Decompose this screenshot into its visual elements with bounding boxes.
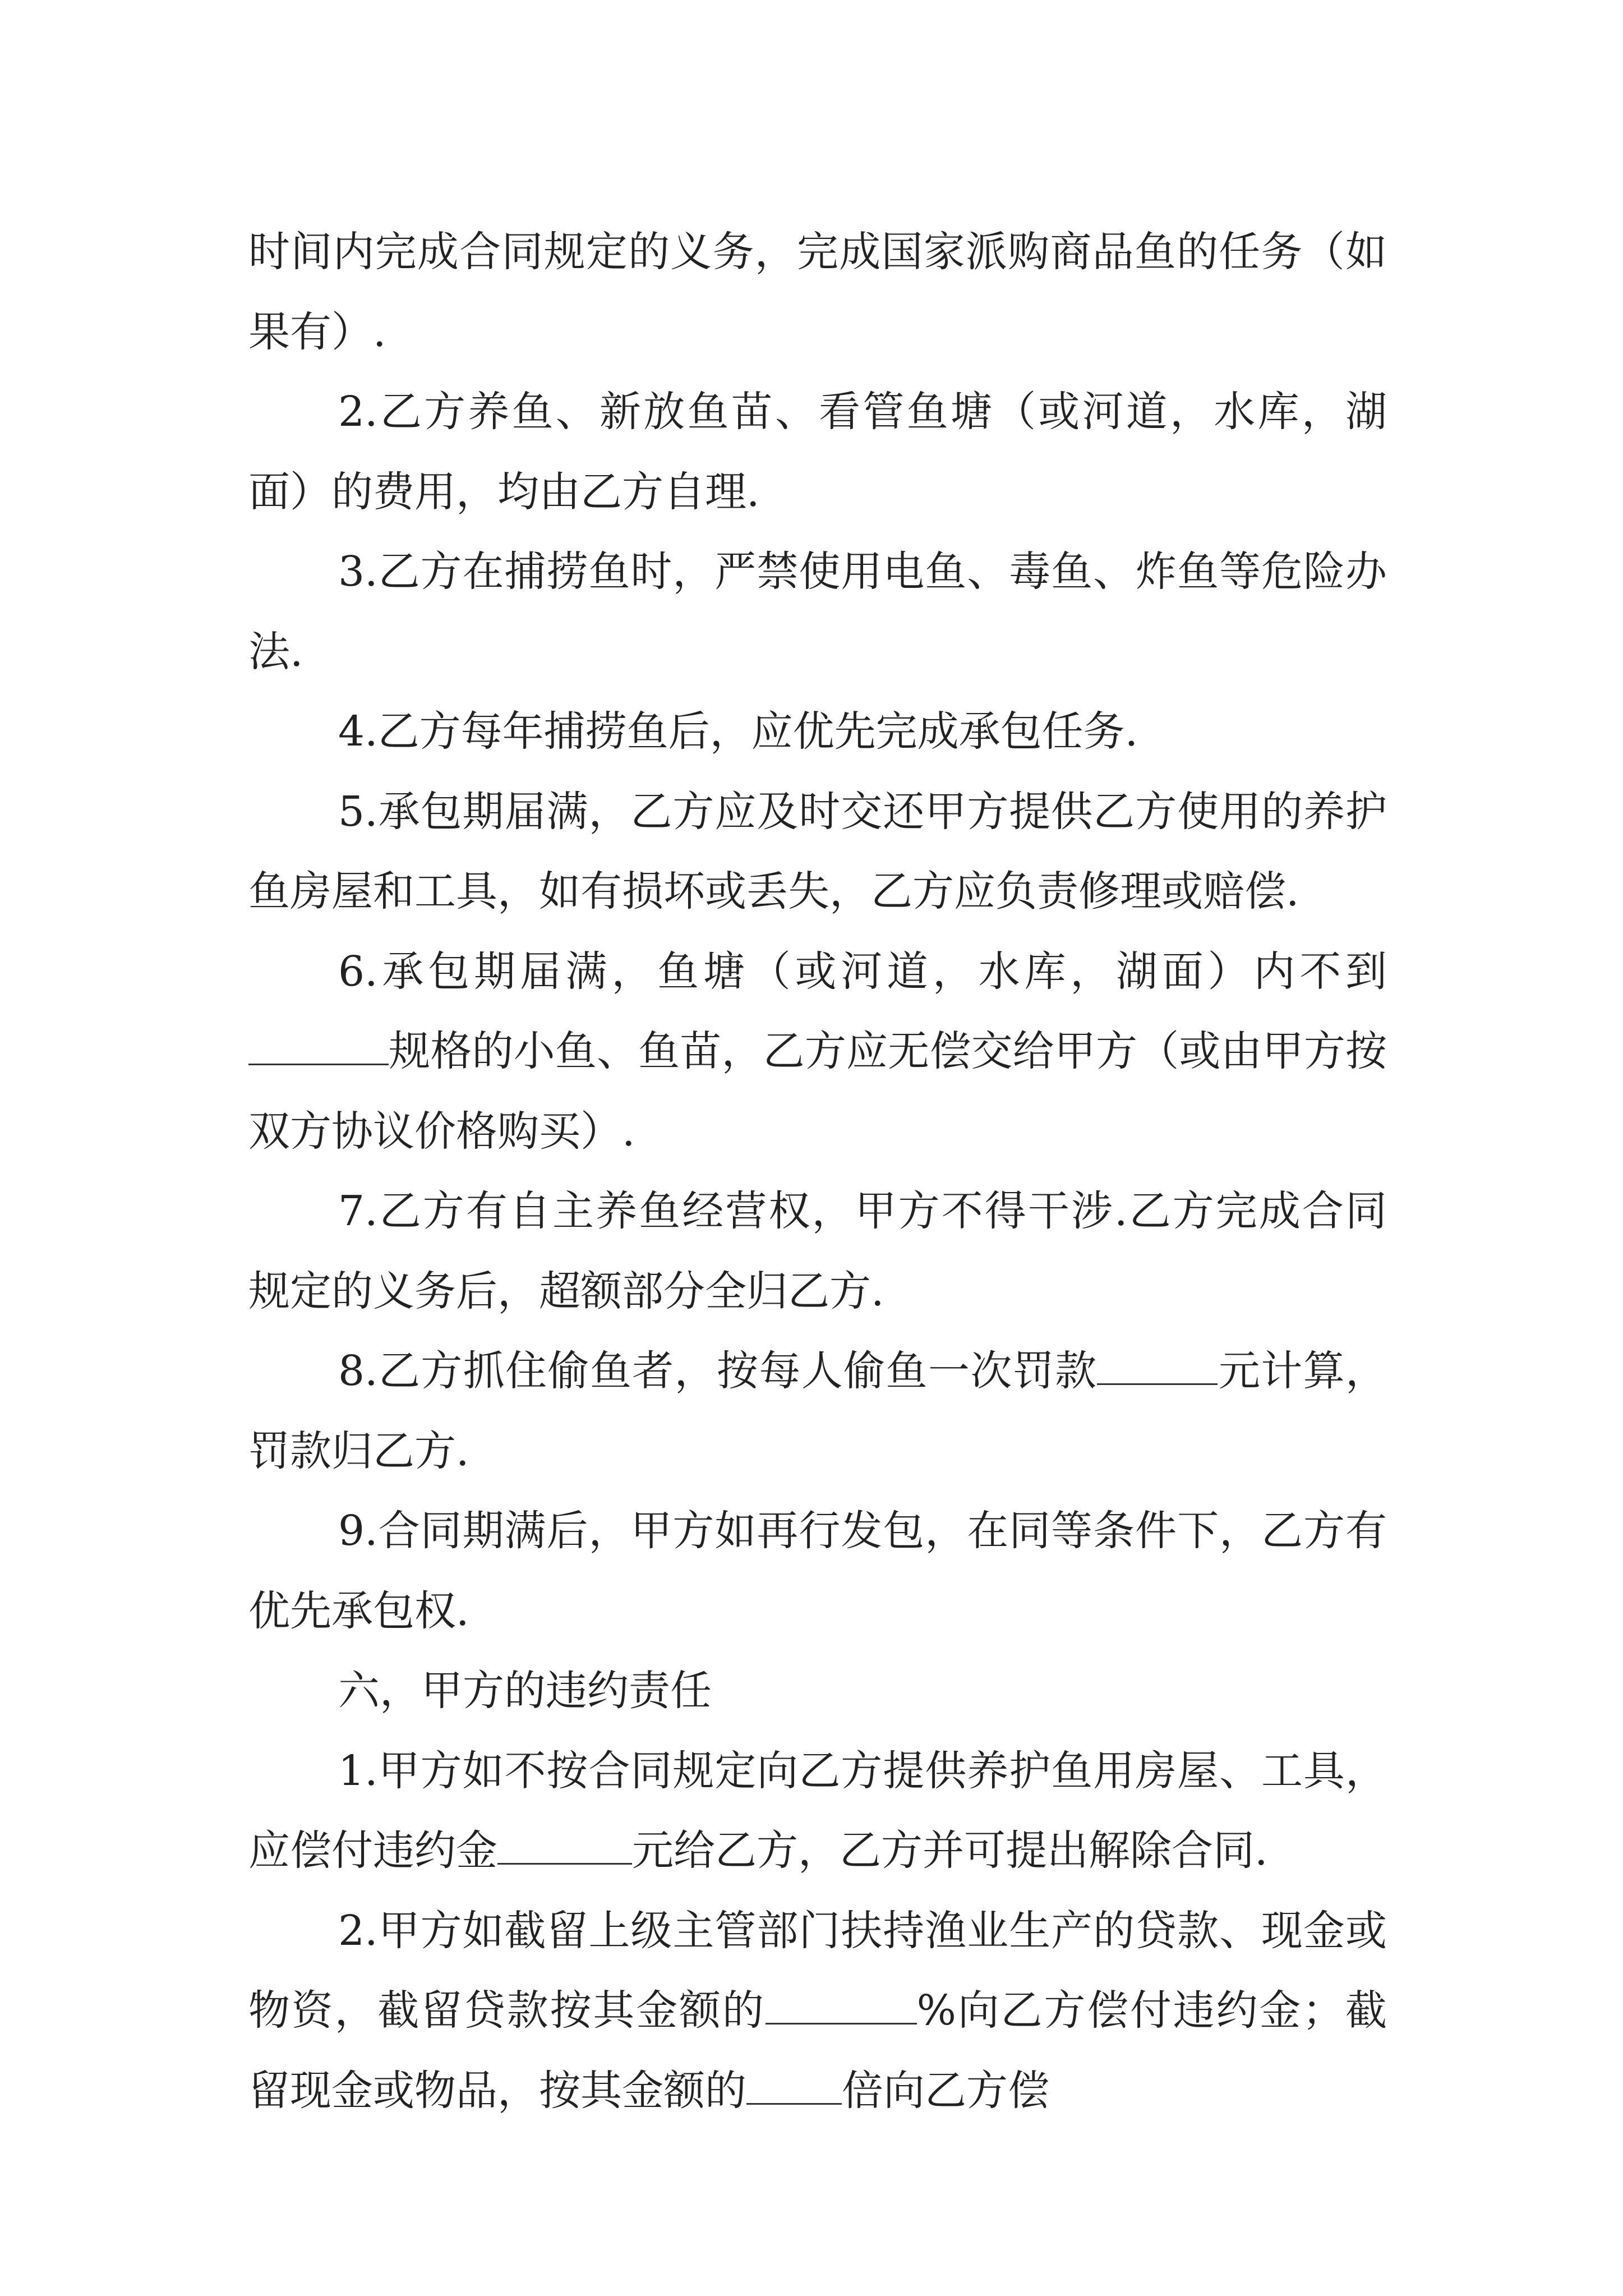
clause-5: 5.承包期届满，乙方应及时交还甲方提供乙方使用的养护鱼房屋和工具，如有损坏或丢失，乙方应负责修理或赔偿. bbox=[248, 787, 1387, 915]
clause-8: 8.乙方抓住偷鱼者，按每人偷鱼一次罚款 元计算，罚款归乙方. bbox=[248, 1347, 1387, 1475]
breach-clause-1: 1.甲方如不按合同规定向乙方提供养护鱼用房屋、工具，应偿付违约金 元给乙方，乙方并可提出解除合同. bbox=[248, 1746, 1387, 1875]
clause-7: 7.乙方有自主养鱼经营权，甲方不得干涉.乙方完成合同规定的义务后，超额部分全归乙方. bbox=[248, 1187, 1387, 1315]
fill-blank bbox=[1097, 1350, 1218, 1385]
fill-blank bbox=[248, 1030, 389, 1065]
contract-text bbox=[248, 212, 1387, 2131]
section-heading: 六，甲方的违约责任 bbox=[338, 1667, 712, 1715]
clause-6: 6.承包期届满，鱼塘（或河道，水库，湖面）内不到规格的小鱼、鱼苗，乙方应无偿交给甲方（或由甲方按双方协议价格购买）. bbox=[248, 947, 1387, 1156]
clause-4: 4.乙方每年捕捞鱼后，应优先完成承包任务. bbox=[338, 707, 1138, 756]
clause-3: 3.乙方在捕捞鱼时，严禁使用电鱼、毒鱼、炸鱼等危险办法. bbox=[248, 547, 1387, 676]
clause-9: 9.合同期满后，甲方如再行发包，在同等条件下，乙方有优先承包权. bbox=[248, 1507, 1387, 1635]
breach-clause-2: 2.甲方如截留上级主管部门扶持渔业生产的贷款、现金或物资，截留贷款按其金额的 %向乙方偿付违约金；截留现金或物品，按其金额的 倍向乙方偿 bbox=[248, 1906, 1387, 2115]
fill-blank bbox=[497, 1830, 632, 1865]
fill-blank bbox=[746, 2069, 842, 2104]
clause-2: 2.乙方养鱼、新放鱼苗、看管鱼塘（或河道，水库，湖面）的费用，均由乙方自理. bbox=[248, 388, 1387, 516]
paragraph-continuation: 时间内完成合同规定的义务，完成国家派购商品鱼的任务（如果有）. bbox=[248, 228, 1387, 356]
fill-blank bbox=[766, 1990, 917, 2024]
